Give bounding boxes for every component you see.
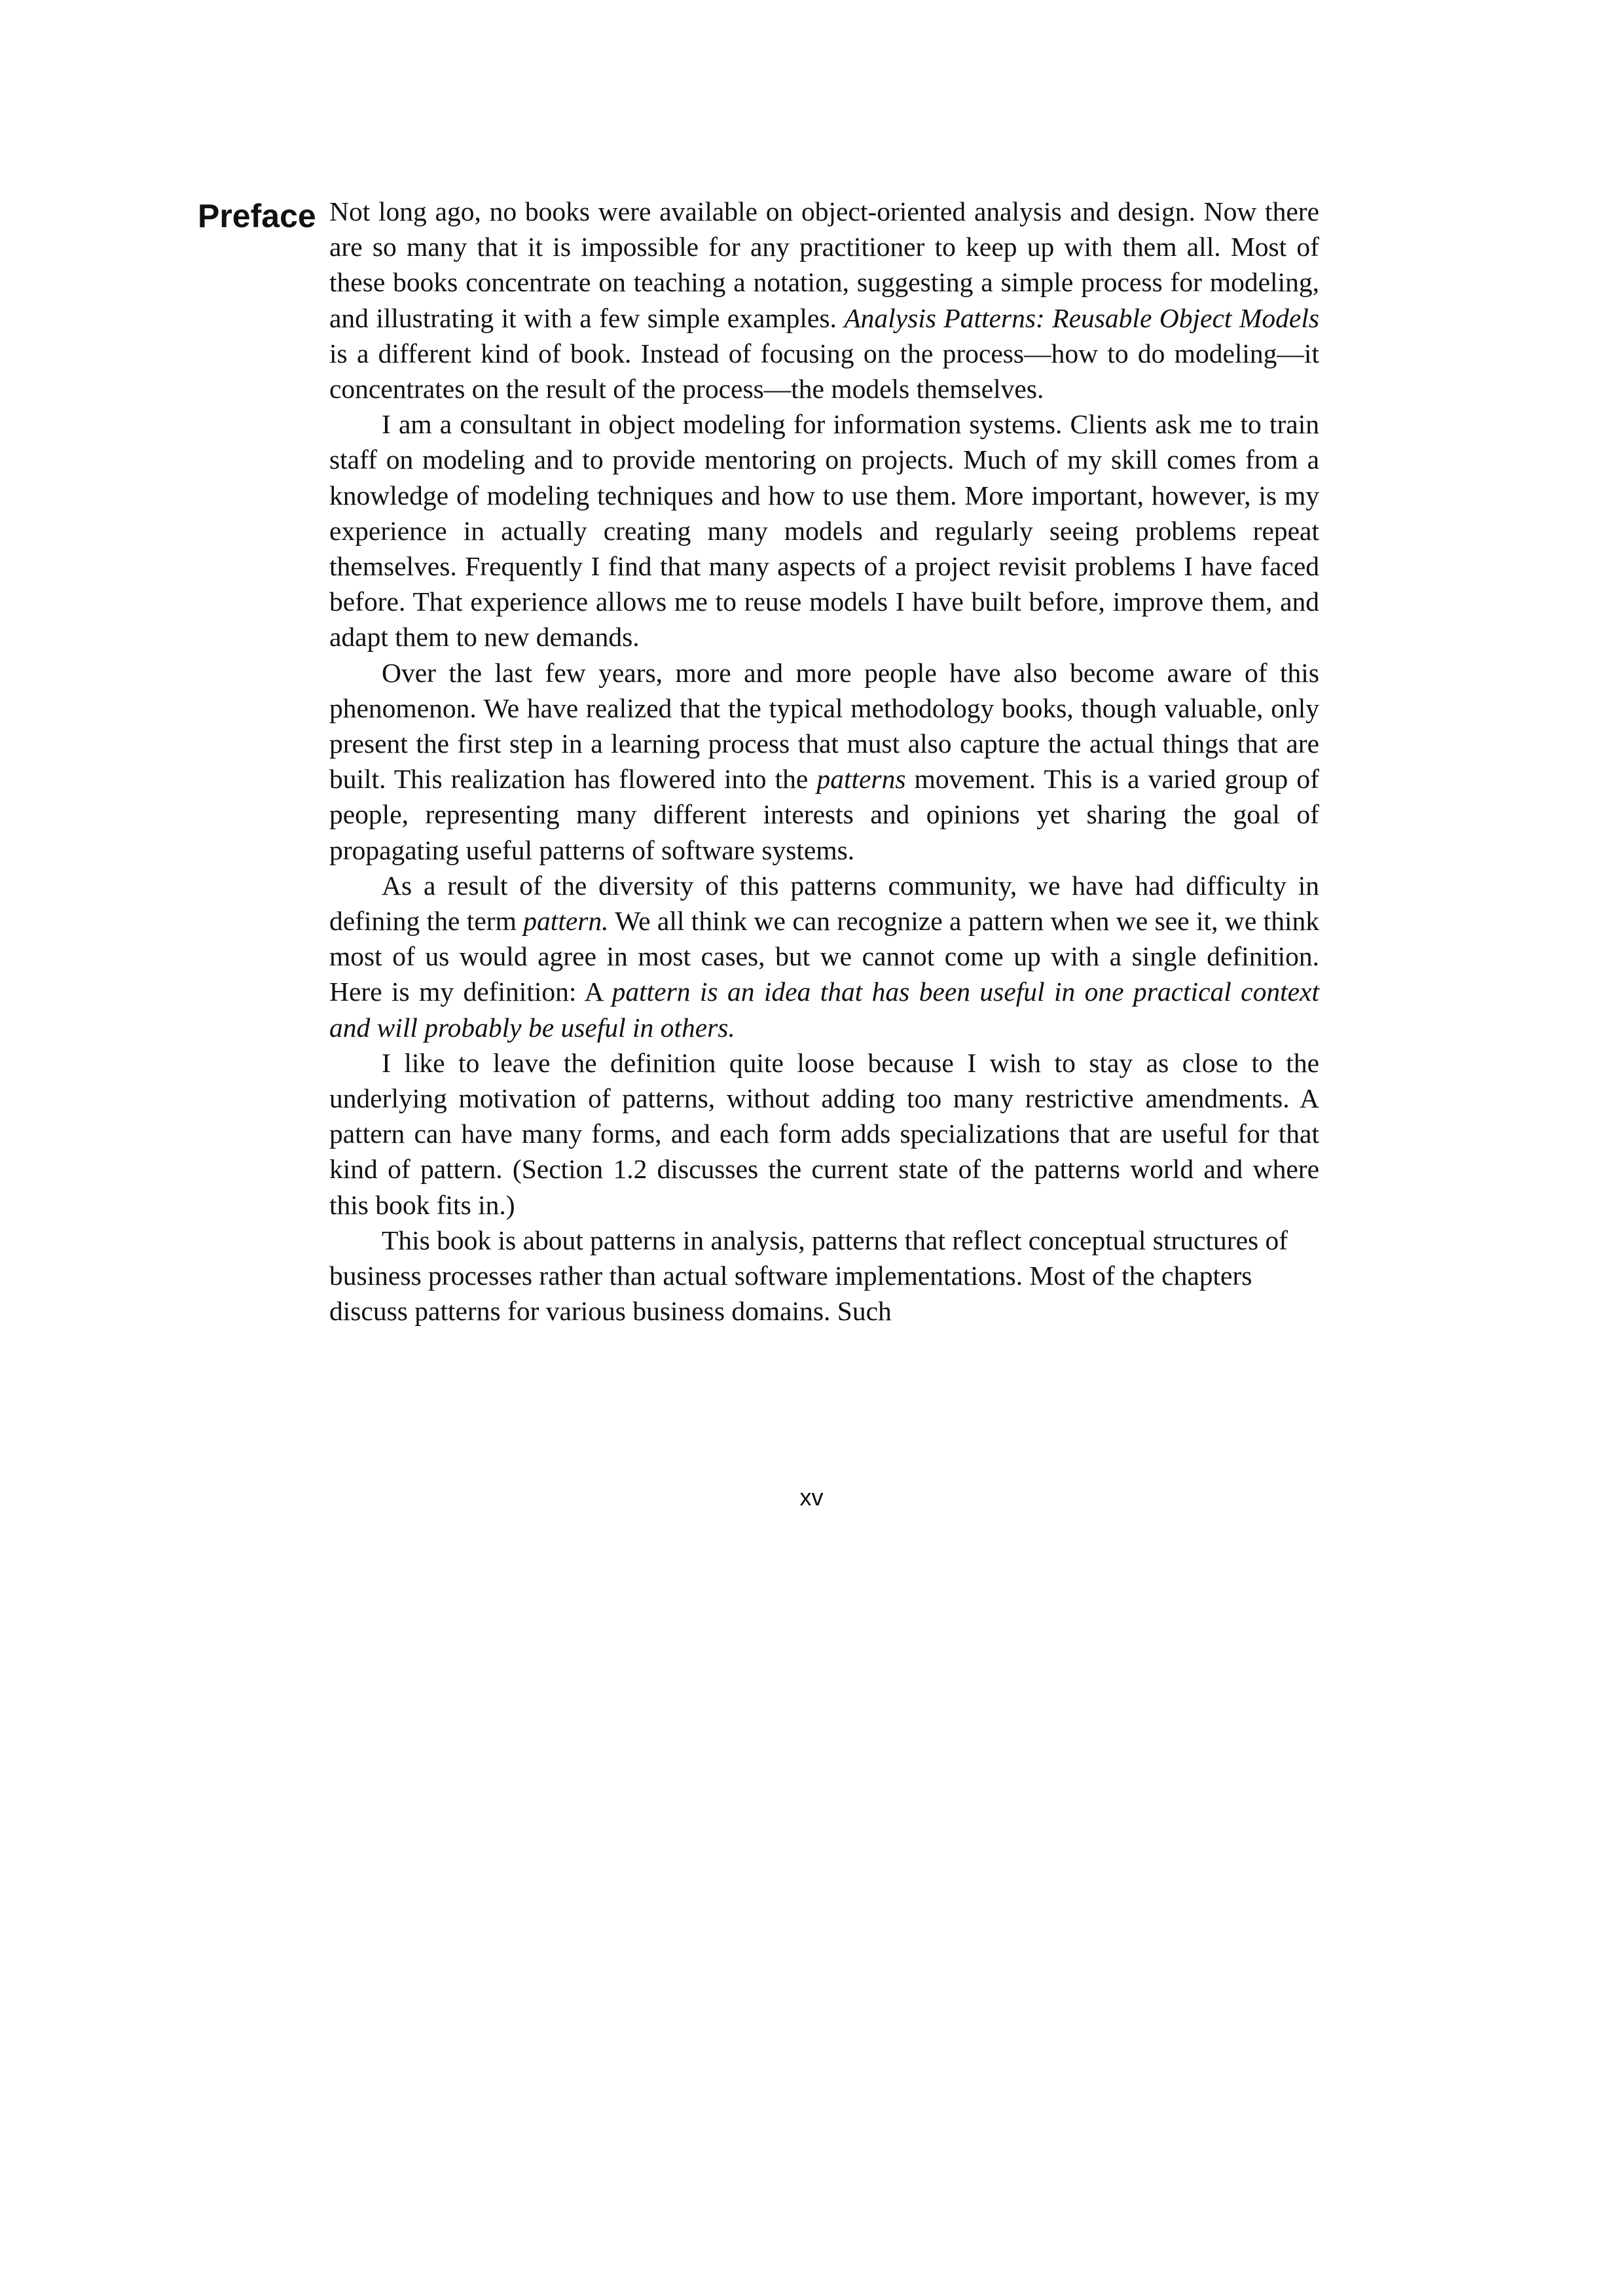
paragraph-3-text-b: movement. This is a varied group of people, representing many different interests and opinions yet sharing the goal of propagating useful patterns of software systems. (329, 764, 1319, 865)
paragraph-4-text-a: As a result of the diversity of this patterns community, we have had difficulty in defining the term (329, 870, 1319, 937)
paragraph-4-text-b: We all think we can recognize a pattern when we see it, we think most of us would agree in most cases, but we cannot come up with a single definition. Here is my definition: A (329, 906, 1319, 1007)
patterns-italic: patterns (816, 764, 906, 795)
pattern-term-italic: pattern. (523, 906, 609, 937)
book-title-italic: Analysis Patterns: Reusable Object Models (844, 302, 1319, 333)
paragraph-1-text-b: is a different kind of book. Instead of focusing on the process—how to do modeling—it concentrates on the result of the process—the models themselves. (329, 338, 1319, 404)
paragraph-3-text-a: Over the last few years, more and more people have also become aware of this phenomenon. We have realized that the typical methodology books, though valuable, only present the first step in a learning process that must also capture the actual things that are built. This realization has flowered into the (329, 657, 1319, 795)
paragraph-5-text: I like to leave the definition quite loose because I wish to stay as close to the underlying motivation of patterns, without adding too many restrictive amendments. A pattern can have many forms, and each form adds specializations that are useful for that kind of pattern. (Section 1.2 discusses the current state of the patterns world and where this book fits in.) (329, 1047, 1319, 1220)
section-heading: Preface (198, 198, 316, 234)
paragraph-6 (329, 1223, 1319, 1329)
paragraph-4 (329, 868, 1319, 1045)
pattern-definition-italic: pattern is an idea that has been useful in one practical context and will probably be useful in others. (329, 977, 1319, 1043)
paragraph-2-text: I am a consultant in object modeling for information systems. Clients ask me to train staff on modeling and to provide mentoring on projects. Much of my skill comes from a knowledge of modeling techniques and how to use them. More important, however, is my experience in actually creating many models and regularly seeing problems repeat themselves. Frequently I find that many aspects of a project revisit problems I have faced before. That experience allows me to reuse models I have built before, improve them, and adapt them to new demands. (329, 409, 1319, 653)
paragraph-5 (329, 1045, 1319, 1223)
paragraph-6-text: This book is about patterns in analysis, patterns that reflect conceptual structures of business processes rather than actual software implementations. Most of the chapters discuss patterns for various business domains. Such (329, 1225, 1288, 1327)
paragraph-3 (329, 655, 1319, 868)
body-text (329, 194, 1319, 1329)
paragraph-2 (329, 406, 1319, 655)
page-number: xv (799, 1484, 824, 1511)
paragraph-1 (329, 194, 1319, 406)
paragraph-1-text-a: Not long ago, no books were available on object-oriented analysis and design. Now there are so many that it is impossible for any practitioner to keep up with them all. Most of these books concentrate on teaching a notation, suggesting a simple process for modeling, and illustrating it with a few simple examples. (329, 196, 1319, 333)
